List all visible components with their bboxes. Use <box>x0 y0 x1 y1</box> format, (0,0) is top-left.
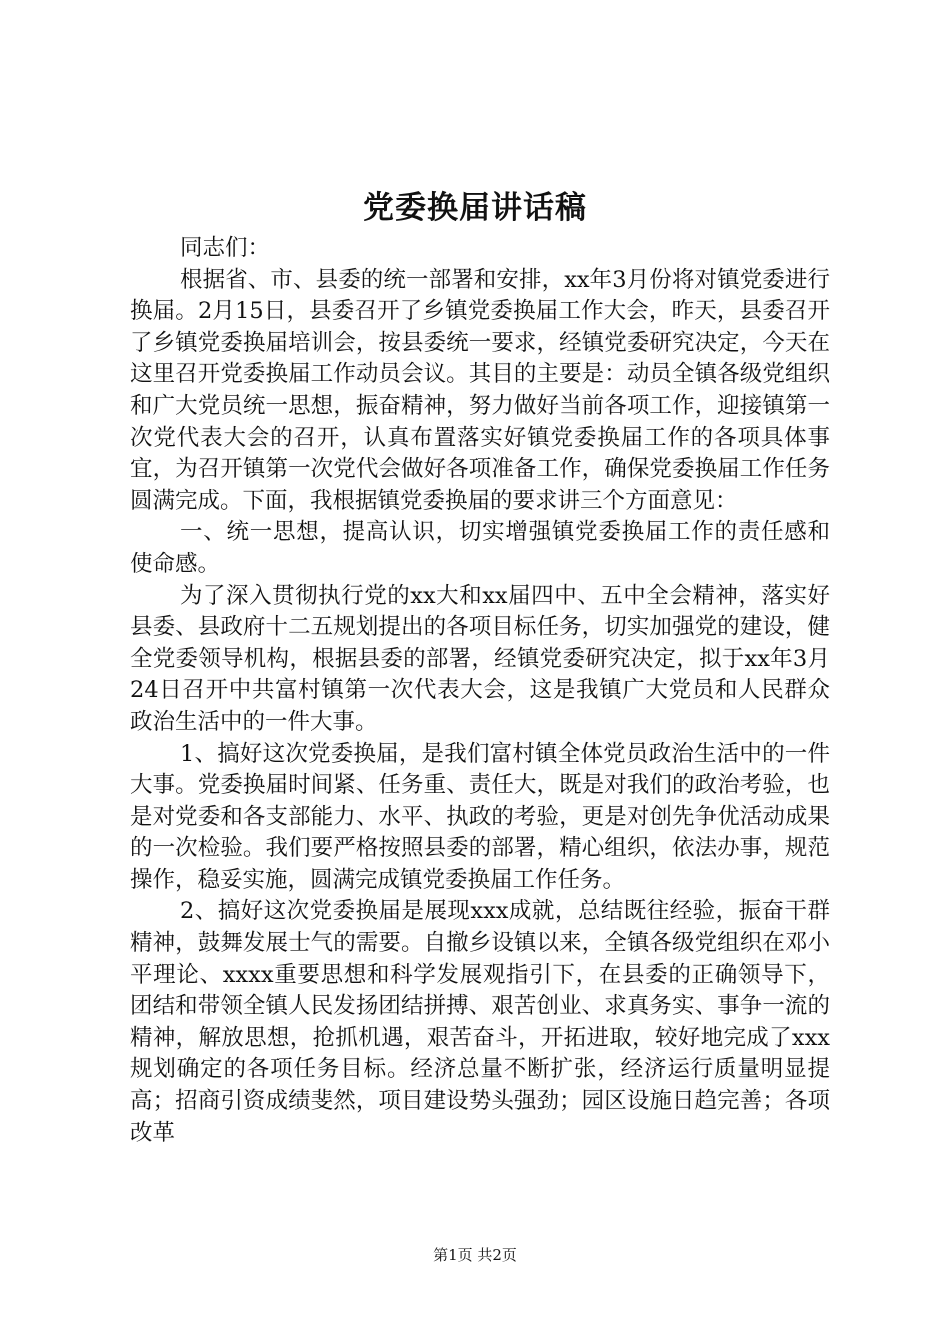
document-title: 党委换届讲话稿 <box>363 190 587 226</box>
paragraph-point-1: 1、搞好这次党委换届，是我们富村镇全体党员政治生活中的一件大事。党委换届时间紧、任务重、责任大，既是对我们的政治考验，也是对党委和各支部能力、水平、执政的考验，更是对创先争优活动成果的一次检验。我们要严格按照县委的部署，精心组织，依法办事，规范操作，稳妥实施，圆满完成镇党委换届工作任务。 <box>130 740 830 893</box>
paragraph-intro: 根据省、市、县委的统一部署和安排，xx年3月份将对镇党委进行换届。2月15日，县委召开了乡镇党委换届工作大会，昨天，县委召开了乡镇党委换届培训会，按县委统一要求，经镇党委研究决定，今天在这里召开党委换届工作动员会议。其目的主要是：动员全镇各级党组织和广大党员统一思想，振奋精神，努力做好当前各项工作，迎接镇第一次党代表大会的召开，认真布置落实好镇党委换届工作的各项具体事宜，为召开镇第一次党代会做好各项准备工作，确保党委换届工作任务圆满完成。下面，我根据镇党委换届的要求讲三个方面意见： <box>130 266 830 514</box>
document-body <box>130 233 830 1149</box>
paragraph-point-2: 2、搞好这次党委换届是展现xxx成就，总结既往经验，振奋干群精神，鼓舞发展士气的需要。自撤乡设镇以来，全镇各级党组织在邓小平理论、xxxx重要思想和科学发展观指引下，在县委的正确领导下，团结和带领全镇人民发扬团结拼搏、艰苦创业、求真务实、事争一流的精神，解放思想，抢抓机遇，艰苦奋斗，开拓进取，较好地完成了xxx规划确定的各项任务目标。经济总量不断扩张，经济运行质量明显提高；招商引资成绩斐然，项目建设势头强劲；园区设施日趋完善；各项改革 <box>130 898 830 1146</box>
salutation: 同志们： <box>180 235 271 261</box>
page-footer: 第1页 共2页 <box>433 1246 517 1264</box>
paragraph-background: 为了深入贯彻执行党的xx大和xx届四中、五中全会精神，落实好县委、县政府十二五规划提出的各项目标任务，切实加强党的建设，健全党委领导机构，根据县委的部署，经镇党委研究决定，拟于xx年3月24日召开中共富村镇第一次代表大会，这是我镇广大党员和人民群众政治生活中的一件大事。 <box>130 582 830 735</box>
paragraph-section-heading: 一、统一思想，提高认识，切实增强镇党委换届工作的责任感和使命感。 <box>130 519 830 577</box>
